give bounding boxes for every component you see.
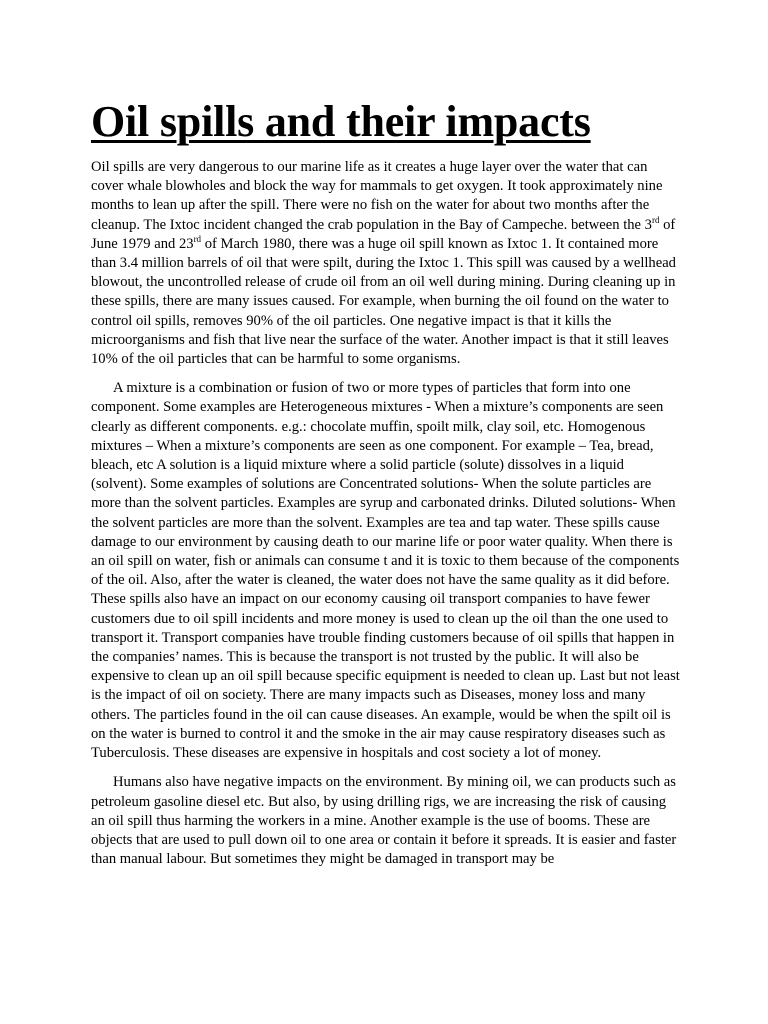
- paragraph-1-text-b: of June 1979 and 23: [91, 216, 676, 252]
- document-page: [91, 96, 681, 869]
- paragraph-human-impacts: Humans also have negative impacts on the environment. By mining oil, we can products such as petroleum gasoline diesel etc. But also, by using drilling rigs, we are increasing the risk of causing an oil spill thus harming the workers in a mine. Another example is the use of booms. These are objects that are used to pull down oil to one area or contain it before it spreads. It is easier and faster than manual labour. But sometimes they might be damaged in transport may be: [91, 774, 677, 868]
- paragraph-1-text-a: Oil spills are very dangerous to our marine life as it creates a huge layer over the water that can cover whale blowholes and block the way for mammals to get oxygen. It took approximately nine months to lean up after the spill. There were no fish on the water for about two months after the cleanup. The Ixtoc incident changed the crab population in the Bay of Campeche. between the 3: [91, 159, 663, 233]
- paragraph-mixtures: A mixture is a combination or fusion of two or more types of particles that form into one component. Some examples are Heterogeneous mixtures - When a mixture’s components are seen clearly as different components. e.g.: chocolate muffin, spoilt milk, clay soil, etc. Homogenous mixtures – When a mixture’s components are seen as one component. For example – Tea, bread, bleach, etc A solution is a liquid mixture where a solid particle (solute) dissolves in a liquid (solvent). Some examples of solutions are Concentrated solutions- When the solute particles are more than the solvent particles. Examples are syrup and carbonated drinks. Diluted solutions- When the solvent particles are more than the solvent. Examples are tea and tap water. These spills cause damage to our environment by causing death to our marine life or poor water quality. When there is an oil spill on water, fish or animals can consume t and it is toxic to them because of the components of the oil. Also, after the water is cleaned, the water does not have the same quality as it did before. These spills also have an impact on our economy causing oil transport companies to have fewer customers due to oil spill incidents and more money is used to clean up the oil than the one used to transport it. Transport companies have trouble finding customers because of oil spills that happen in the companies’ names. This is because the transport is not trusted by the public. It will also be expensive to clean up an oil spill because specific equipment is needed to clean up. Last but not least is the impact of oil on society. There are many impacts such as Diseases, money loss and many others. The particles found in the oil can cause diseases. An example, would be when the spilt oil is on the water is burned to control it and the smoke in the air may cause respiratory diseases such as Tuberculosis. These diseases are expensive in hospitals and cost society a lot of money.: [91, 380, 680, 762]
- paragraph-1-text-c: of March 1980, there was a huge oil spill known as Ixtoc 1. It contained more than 3.4 million barrels of oil that were spilt, during the Ixtoc 1. This spill was caused by a wellhead blowout, the uncontrolled release of crude oil from an oil well during mining. During cleaning up in these spills, there are many issues caused. For example, when burning the oil found on the water to control oil spills, removes 90% of the oil particles. One negative impact is that it kills the microorganisms and fish that live near the surface of the water. Another impact is that it still leaves 10% of the oil particles that can be harmful to some organisms.: [91, 235, 676, 368]
- superscript-ordinal: rd: [651, 214, 660, 225]
- document-title: Oil spills and their impacts: [91, 97, 591, 146]
- superscript-ordinal: rd: [193, 233, 202, 244]
- paragraph-oil-spills: [91, 158, 681, 369]
